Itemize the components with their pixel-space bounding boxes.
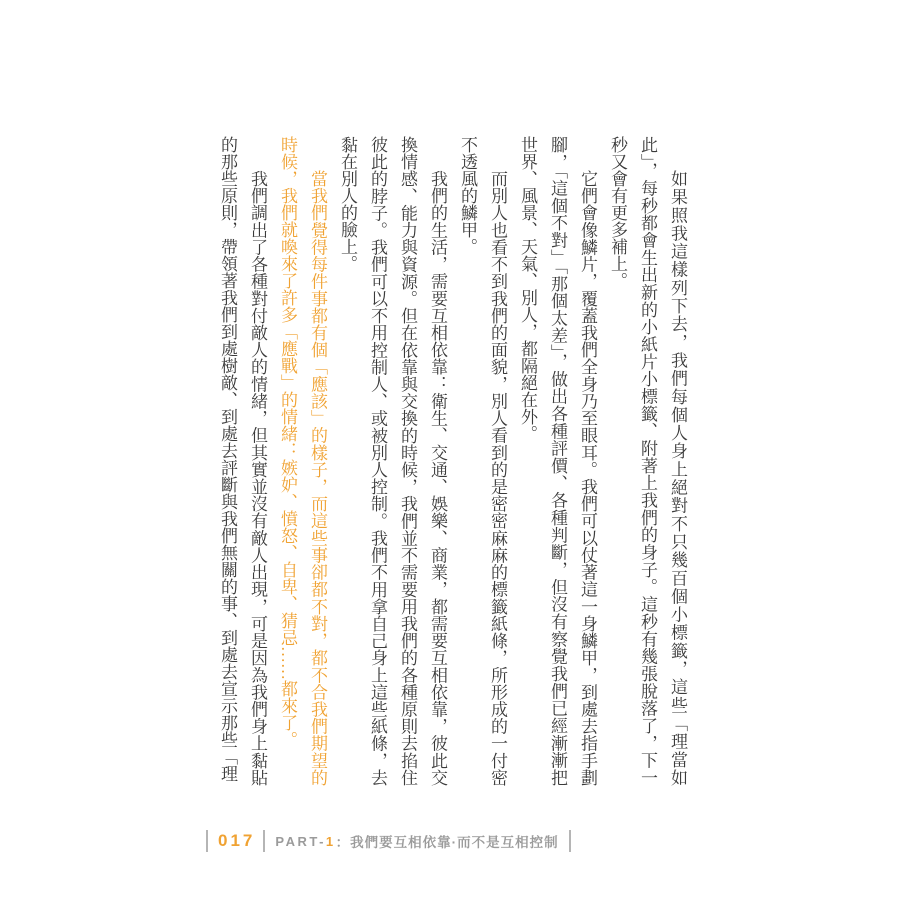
- part-title: 我們要互相依靠·而不是互相控制: [350, 835, 559, 850]
- paragraph: 而別人也看不到我們的面貌，別人看到的是密密麻麻的標籤紙條，所形成的一付密不透風的鱗甲。: [458, 136, 507, 786]
- paragraph: 它們會像鱗片，覆蓋我們全身乃至眼耳。我們可以仗著這一身鱗甲，到處去指手劃腳，「這個不對」「那個太差」，做出各種評價、各種判斷，但沒有察覺我們已經漸漸把世界、風景、天氣、別人，都隔絕在外。: [518, 136, 597, 786]
- part-separator: ：: [335, 835, 351, 850]
- part-number: 1: [325, 833, 336, 849]
- paragraph: 我們的生活，需要互相依靠：衛生、交通、娛樂、商業，都需要互相依靠，彼此交換情感、能力與資源。但在依靠與交換的時候，我們並不需要用我們的各種原則去掐住彼此的脖子。我們可以不用控制人、或被別人控制。我們不用拿自己身上這些紙條，去黏在別人的臉上。: [338, 136, 447, 786]
- footer-divider: [263, 830, 265, 852]
- footer-divider: [206, 830, 208, 852]
- paragraph: 如果照我這樣列下去，我們每個人身上絕對不只幾百個小標籤，這些「理當如此」，每秒都會生出新的小紙片小標籤、附著上我們的身子。這秒有幾張脫落了，下一秒又會有更多補上。: [608, 136, 687, 786]
- page-footer: [206, 828, 571, 854]
- page-body-vertical-text: [212, 136, 692, 786]
- part-heading: [275, 831, 558, 851]
- footer-divider: [569, 830, 571, 852]
- page-number: 017: [218, 831, 256, 850]
- paragraph: 我們調出了各種對付敵人的情緒，但其實並沒有敵人出現，可是因為我們身上黏貼的那些原則，帶領著我們到處樹敵、到處去評斷與我們無關的事、到處去宣示那些「理: [218, 136, 267, 786]
- paragraph-emphasized: 當我們覺得每件事都有個「應該」的樣子，而這些事卻都不對，都不合我們期望的時候，我們就喚來了許多「應戰」的情緒：嫉妒、憤怒、自卑、猜忌……都來了。: [278, 136, 327, 786]
- part-label: PART-: [275, 833, 326, 849]
